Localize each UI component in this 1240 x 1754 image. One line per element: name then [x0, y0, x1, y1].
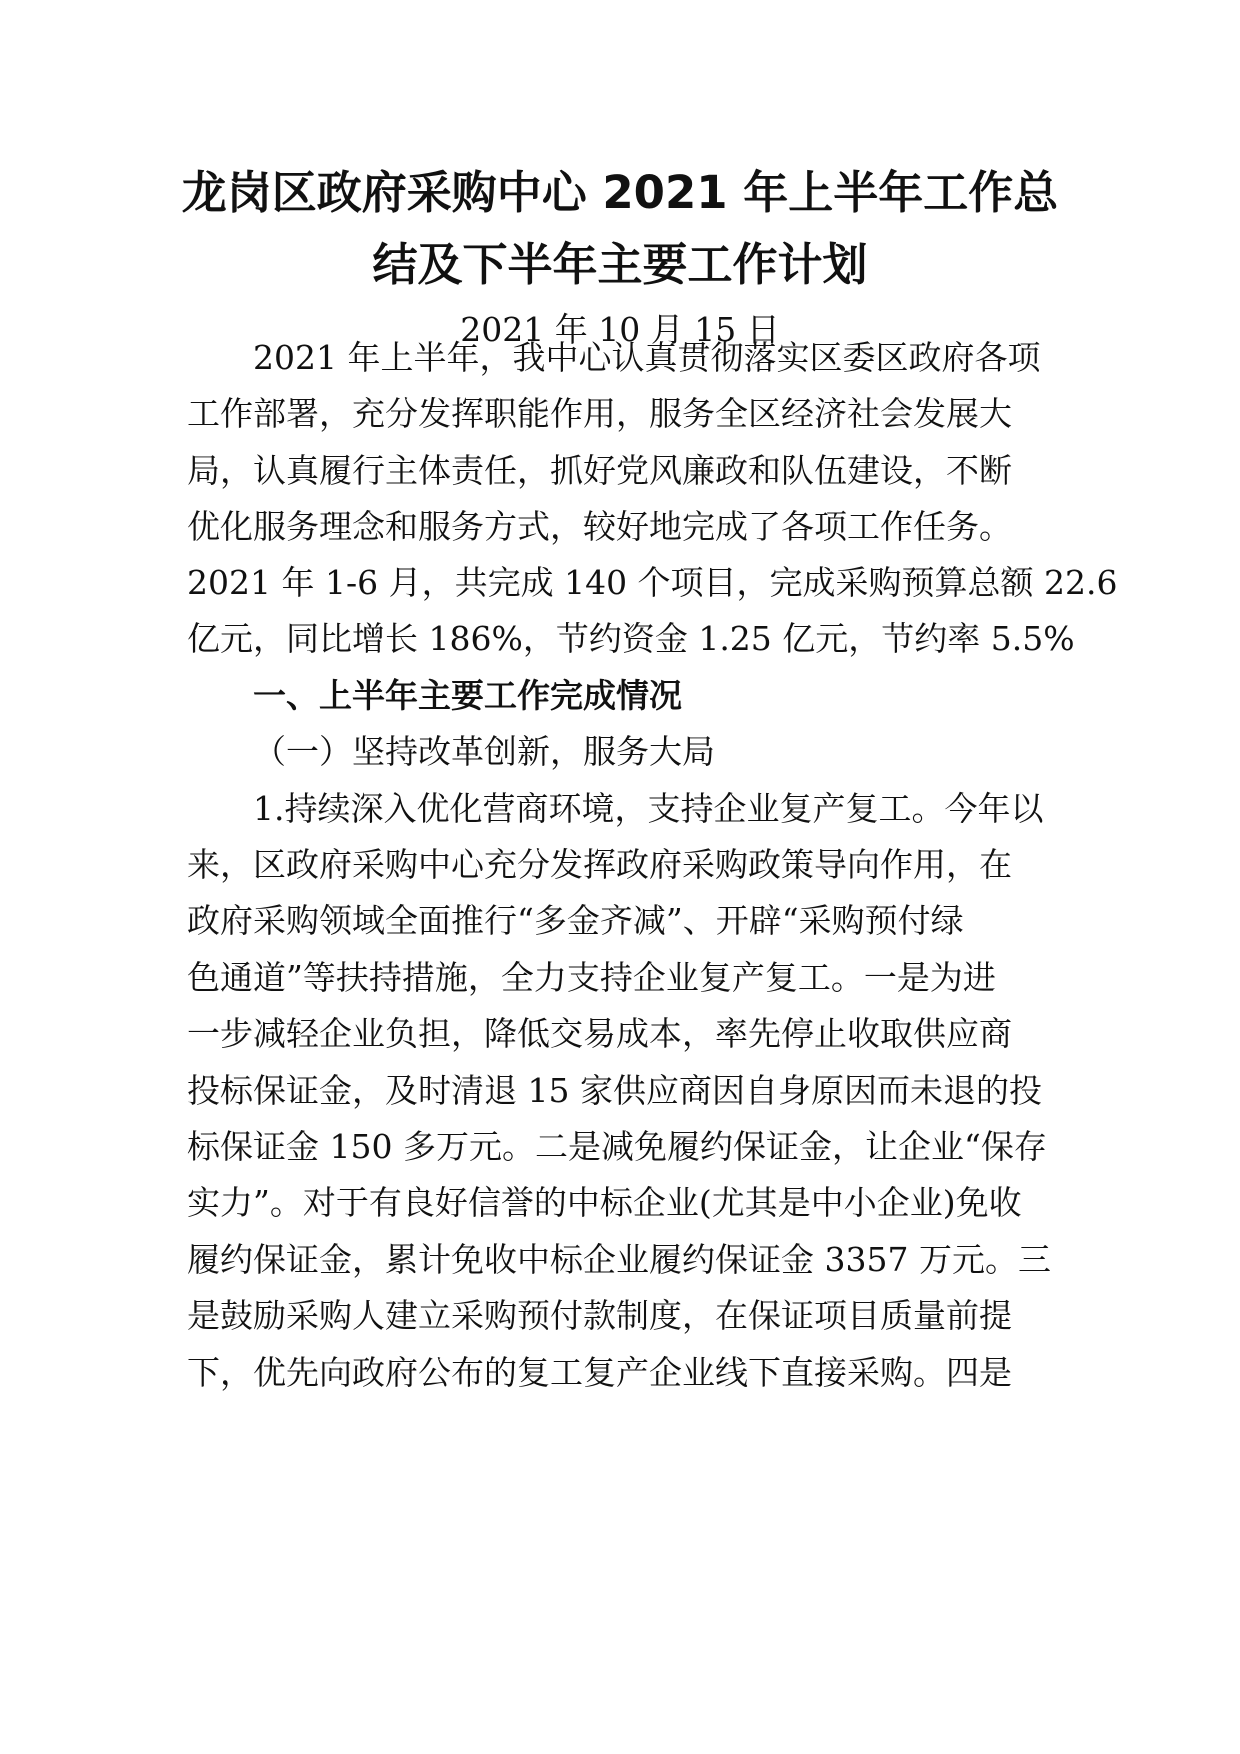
- paragraph-line: 优化服务理念和服务方式，较好地完成了各项工作任务。: [187, 507, 1012, 546]
- paragraph-line: 来，区政府采购中心充分发挥政府采购政策导向作用，在: [187, 845, 1012, 884]
- paragraph-line: 局，认真履行主体责任，抓好党风廉政和队伍建设，不断: [187, 451, 1012, 490]
- paragraph-line: 投标保证金，及时清退 15 家供应商因自身原因而未退的投: [187, 1071, 1042, 1110]
- paragraph-line: 1.持续深入优化营商环境，支持企业复产复工。今年以: [253, 789, 1044, 828]
- paragraph-line: 工作部署，充分发挥职能作用，服务全区经济社会发展大: [187, 394, 1012, 433]
- paragraph-line: 是鼓励采购人建立采购预付款制度，在保证项目质量前提: [187, 1296, 1012, 1335]
- paragraph-line: 亿元，同比增长 186%，节约资金 1.25 亿元，节约率 5.5%: [187, 619, 1075, 658]
- paragraph-line: 2021 年 1-6 月，共完成 140 个项目，完成采购预算总额 22.6: [187, 563, 1118, 602]
- subsection-heading: （一）坚持改革创新，服务大局: [253, 732, 715, 771]
- document-title-line-2: 结及下半年主要工作计划: [372, 238, 868, 291]
- paragraph-line: 标保证金 150 多万元。二是减免履约保证金，让企业“保存: [187, 1127, 1047, 1166]
- paragraph-line: 履约保证金，累计免收中标企业履约保证金 3357 万元。三: [187, 1240, 1051, 1279]
- section-heading: 一、上半年主要工作完成情况: [253, 676, 682, 715]
- paragraph-line: 一步减轻企业负担，降低交易成本，率先停止收取供应商: [187, 1014, 1012, 1053]
- paragraph-line: 实力”。对于有良好信誉的中标企业(尤其是中小企业)免收: [187, 1183, 1022, 1222]
- paragraph-line: 色通道”等扶持措施，全力支持企业复产复工。一是为进: [187, 958, 996, 997]
- paragraph-line: 下，优先向政府公布的复工复产企业线下直接采购。四是: [187, 1353, 1012, 1392]
- document-title-line-1: 龙岗区政府采购中心 2021 年上半年工作总: [181, 166, 1059, 219]
- paragraph-line: 2021 年上半年，我中心认真贯彻落实区委区政府各项: [253, 338, 1041, 377]
- paragraph-line: 政府采购领域全面推行“多金齐减”、开辟“采购预付绿: [187, 901, 964, 940]
- document-date: 2021 年 10 月 15 日: [460, 310, 780, 349]
